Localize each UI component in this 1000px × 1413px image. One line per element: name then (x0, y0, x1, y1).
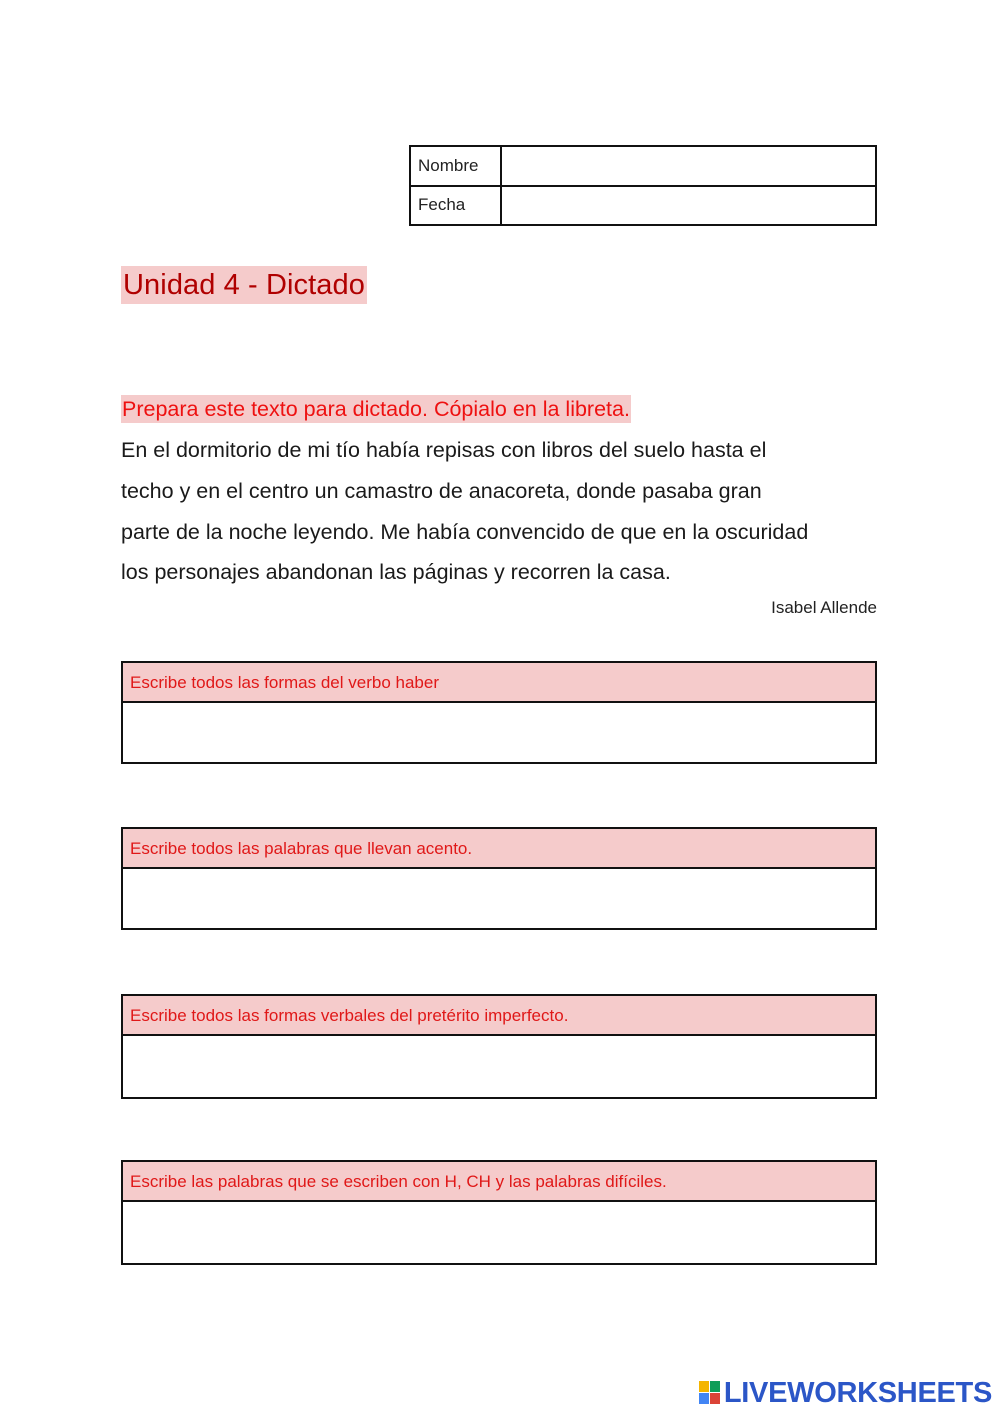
page-title: Unidad 4 - Dictado (121, 266, 367, 304)
date-label: Fecha (410, 186, 501, 226)
task-prompt: Escribe todos las palabras que llevan acento. (123, 829, 875, 869)
liveworksheets-logo[interactable] (699, 1376, 992, 1410)
name-field[interactable] (501, 146, 876, 186)
dictation-passage (121, 430, 891, 593)
student-info-table (409, 145, 877, 226)
task-prompt: Escribe todos las formas del verbo haber (123, 663, 875, 703)
task-answer-field[interactable] (123, 703, 875, 762)
task-box-h-ch (121, 1160, 877, 1265)
instruction-text: Prepara este texto para dictado. Cópialo en la libreta. (122, 397, 630, 421)
task-box-haber (121, 661, 877, 764)
passage-line: parte de la noche leyendo. Me había convencido de que en la oscuridad (121, 519, 809, 544)
passage-line: techo y en el centro un camastro de anacoreta, donde pasaba gran (121, 478, 762, 503)
passage-author: Isabel Allende (771, 598, 877, 617)
task-box-accent (121, 827, 877, 930)
task-answer-field[interactable] (123, 1202, 875, 1263)
task-answer-field[interactable] (123, 869, 875, 928)
task-prompt: Escribe las palabras que se escriben con H, CH y las palabras difíciles. (123, 1162, 875, 1202)
task-answer-field[interactable] (123, 1036, 875, 1097)
name-label: Nombre (410, 146, 501, 186)
liveworksheets-logo-icon (699, 1381, 721, 1405)
task-box-imperfect (121, 994, 877, 1099)
liveworksheets-logo-text: LIVEWORKSHEETS (723, 1376, 992, 1409)
task-prompt: Escribe todos las formas verbales del pretérito imperfecto. (123, 996, 875, 1036)
passage-line: En el dormitorio de mi tío había repisas con libros del suelo hasta el (121, 438, 767, 462)
passage-line: los personajes abandonan las páginas y recorren la casa. (121, 560, 671, 585)
date-field[interactable] (501, 186, 876, 226)
